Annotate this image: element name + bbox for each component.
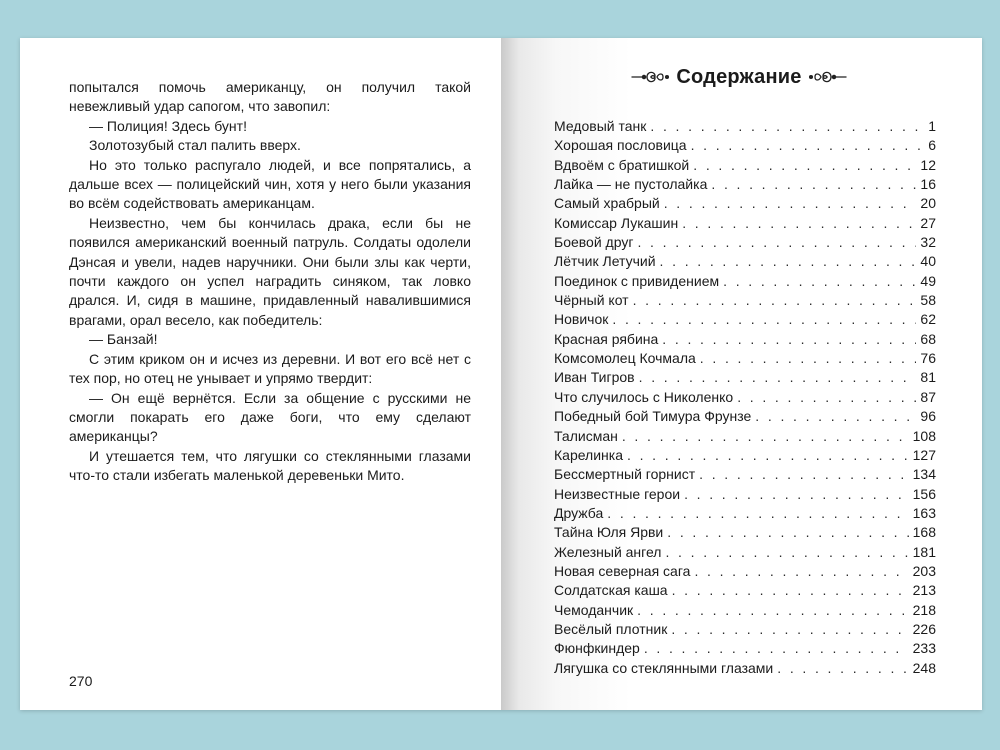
toc-entry-page: 87: [920, 388, 936, 405]
left-page: [20, 38, 501, 710]
toc-entry-title: Чемоданчик: [554, 601, 634, 618]
toc-entry[interactable]: [554, 194, 936, 213]
toc-dot-leader: [633, 291, 917, 310]
toc-entry-page: 16: [920, 176, 936, 193]
toc-entry[interactable]: [554, 504, 936, 523]
right-page: [501, 38, 982, 710]
book-spread: [20, 38, 982, 710]
toc-header: [619, 62, 859, 92]
scroll-ornament-icon: [630, 67, 670, 87]
toc-entry[interactable]: [554, 407, 936, 426]
toc-entry-title: Железный ангел: [554, 543, 662, 560]
toc-entry-title: Вдвоём с братишкой: [554, 156, 690, 173]
toc-dot-leader: [755, 407, 916, 426]
toc-entry-page: 40: [920, 253, 936, 270]
toc-entry[interactable]: [554, 465, 936, 484]
toc-entry[interactable]: [554, 330, 936, 349]
toc-entry[interactable]: [554, 620, 936, 639]
toc-entry-page: 248: [912, 659, 936, 676]
toc-dot-leader: [667, 523, 908, 542]
toc-entry-title: Хорошая пословица: [554, 137, 687, 154]
toc-entry[interactable]: [554, 214, 936, 233]
toc-dot-leader: [694, 562, 908, 581]
story-paragraph: Но это только распугало людей, и все попрятались, а дальше всех — полицейский чин, хотя у него были указания во всём содействовать американцам.: [69, 156, 471, 212]
toc-entry[interactable]: [554, 581, 936, 600]
toc-entry[interactable]: [554, 659, 936, 678]
toc-dot-leader: [622, 427, 909, 446]
toc-entry-page: 226: [912, 620, 936, 637]
toc-entry-title: Дружба: [554, 504, 604, 521]
toc-dot-leader: [684, 485, 909, 504]
toc-entry-title: Фюнфкиндер: [554, 640, 640, 657]
toc-entry-page: 203: [912, 562, 936, 579]
toc-entry[interactable]: [554, 175, 936, 194]
toc-entry-title: Бессмертный горнист: [554, 466, 696, 483]
toc-entry-page: 58: [920, 292, 936, 309]
toc-entry-title: Тайна Юля Ярви: [554, 524, 664, 541]
toc-entry[interactable]: [554, 252, 936, 271]
toc-dot-leader: [637, 233, 916, 252]
toc-entry-page: 156: [912, 485, 936, 502]
toc-dot-leader: [665, 543, 908, 562]
toc-entry-title: Карелинка: [554, 446, 623, 463]
toc-dot-leader: [607, 504, 908, 523]
toc-entry[interactable]: [554, 562, 936, 581]
toc-entry-title: Лайка — не пустолайка: [554, 176, 708, 193]
toc-entry-title: Талисман: [554, 427, 618, 444]
toc-entry[interactable]: [554, 368, 936, 387]
toc-dot-leader: [627, 446, 909, 465]
toc-entry[interactable]: [554, 233, 936, 252]
toc-entry-page: 108: [912, 427, 936, 444]
toc-dot-leader: [660, 252, 917, 271]
toc-entry-title: Боевой друг: [554, 234, 634, 251]
toc-entry-page: 233: [912, 640, 936, 657]
story-paragraph: Неизвестно, чем бы кончилась драка, если бы не появился американский военный патруль. Солдаты одолели Дэнсая и увели, надев наручники. Они были злы как черти, почти каждого он успел наградить синяком, так ловко дрался. И, сидя в машине, придавленный навалившимися врагами, орал весело, как победитель:: [69, 214, 471, 328]
toc-entry-page: 68: [920, 330, 936, 347]
scroll-ornament-icon: [808, 67, 848, 87]
toc-dot-leader: [664, 194, 917, 213]
toc-entry-page: 12: [920, 156, 936, 173]
toc-entry[interactable]: [554, 310, 936, 329]
toc-entry-title: Лягушка со стеклянными глазами: [554, 659, 774, 676]
toc-entry-title: Комсомолец Кочмала: [554, 350, 696, 367]
toc-entry[interactable]: [554, 543, 936, 562]
toc-entry-page: 49: [920, 272, 936, 289]
toc-entry-page: 32: [920, 234, 936, 251]
toc-entry-title: Комиссар Лукашин: [554, 214, 679, 231]
table-of-contents: [554, 117, 936, 678]
toc-dot-leader: [699, 465, 909, 484]
toc-entry-page: 168: [912, 524, 936, 541]
toc-entry-title: Солдатская каша: [554, 582, 668, 599]
toc-entry-title: Весёлый плотник: [554, 620, 668, 637]
toc-dot-leader: [711, 175, 916, 194]
toc-entry[interactable]: [554, 446, 936, 465]
toc-entry[interactable]: [554, 427, 936, 446]
toc-entry-page: 27: [920, 214, 936, 231]
toc-entry-page: 76: [920, 350, 936, 367]
toc-dot-leader: [691, 136, 925, 155]
toc-entry-title: Иван Тигров: [554, 369, 635, 386]
toc-entry-title: Медовый танк: [554, 118, 647, 134]
story-text: [69, 78, 471, 486]
toc-entry-title: Красная рябина: [554, 330, 659, 347]
toc-entry-title: Самый храбрый: [554, 195, 660, 212]
toc-entry[interactable]: [554, 349, 936, 368]
toc-entry-page: 20: [920, 195, 936, 212]
story-paragraph: попытался помочь американцу, он получил такой невежливый удар сапогом, что завопил:: [69, 79, 471, 115]
toc-entry-page: 218: [912, 601, 936, 618]
toc-entry-title: Победный бой Тимура Фрунзе: [554, 408, 752, 425]
toc-dot-leader: [777, 659, 908, 678]
page-number: 270: [69, 673, 93, 689]
toc-dot-leader: [644, 639, 909, 658]
toc-dot-leader: [672, 581, 909, 600]
toc-entry-page: 181: [912, 543, 936, 560]
toc-entry-page: 6: [928, 137, 936, 154]
toc-dot-leader: [671, 620, 908, 639]
toc-dot-leader: [637, 601, 908, 620]
story-paragraph: — Он ещё вернётся. Если за общение с русскими не смогли покарать его даже боги, что ему сделают американцы?: [69, 389, 471, 445]
toc-entry-title: Чёрный кот: [554, 292, 629, 309]
toc-entry[interactable]: [554, 601, 936, 620]
toc-entry-title: Что случилось с Николенко: [554, 388, 734, 405]
toc-entry[interactable]: [554, 291, 936, 310]
toc-entry-page: 96: [920, 408, 936, 425]
story-paragraph: Золотозубый стал палить вверх.: [89, 137, 301, 154]
toc-dot-leader: [700, 349, 917, 368]
story-paragraph: — Полиция! Здесь бунт!: [89, 117, 247, 134]
toc-entry[interactable]: [554, 485, 936, 504]
toc-entry-page: 134: [912, 466, 936, 483]
toc-entry[interactable]: [554, 136, 936, 155]
story-paragraph: С этим криком он и исчез из деревни. И вот его всё нет с тех пор, но отец не унывает и упрямо твердит:: [69, 350, 471, 387]
toc-title: Содержание: [676, 65, 802, 88]
toc-dot-leader: [650, 117, 924, 136]
toc-entry[interactable]: [554, 272, 936, 291]
toc-entry[interactable]: [554, 639, 936, 658]
story-paragraph: И утешается тем, что лягушки со стеклянными глазами что-то стали избегать маленькой деревеньки Мито.: [69, 447, 471, 484]
toc-dot-leader: [612, 310, 916, 329]
toc-entry-page: 1: [928, 118, 936, 134]
toc-entry-page: 213: [912, 582, 936, 599]
toc-entry-page: 127: [912, 446, 936, 463]
toc-entry-title: Лётчик Летучий: [554, 253, 656, 270]
toc-entry-page: 81: [920, 369, 936, 386]
toc-entry-title: Поединок с привидением: [554, 272, 720, 289]
toc-dot-leader: [662, 330, 916, 349]
toc-dot-leader: [682, 214, 916, 233]
toc-entry[interactable]: [554, 117, 936, 136]
story-paragraph: — Банзай!: [89, 331, 158, 348]
toc-entry-title: Новая северная сага: [554, 562, 691, 579]
toc-dot-leader: [693, 156, 916, 175]
toc-entry[interactable]: [554, 523, 936, 542]
toc-entry[interactable]: [554, 156, 936, 175]
toc-dot-leader: [723, 272, 916, 291]
toc-entry-title: Неизвестные герои: [554, 485, 681, 502]
toc-dot-leader: [639, 368, 917, 387]
toc-entry-page: 163: [912, 504, 936, 521]
toc-dot-leader: [737, 388, 916, 407]
toc-entry-title: Новичок: [554, 311, 609, 328]
toc-entry[interactable]: [554, 388, 936, 407]
toc-entry-page: 62: [920, 311, 936, 328]
